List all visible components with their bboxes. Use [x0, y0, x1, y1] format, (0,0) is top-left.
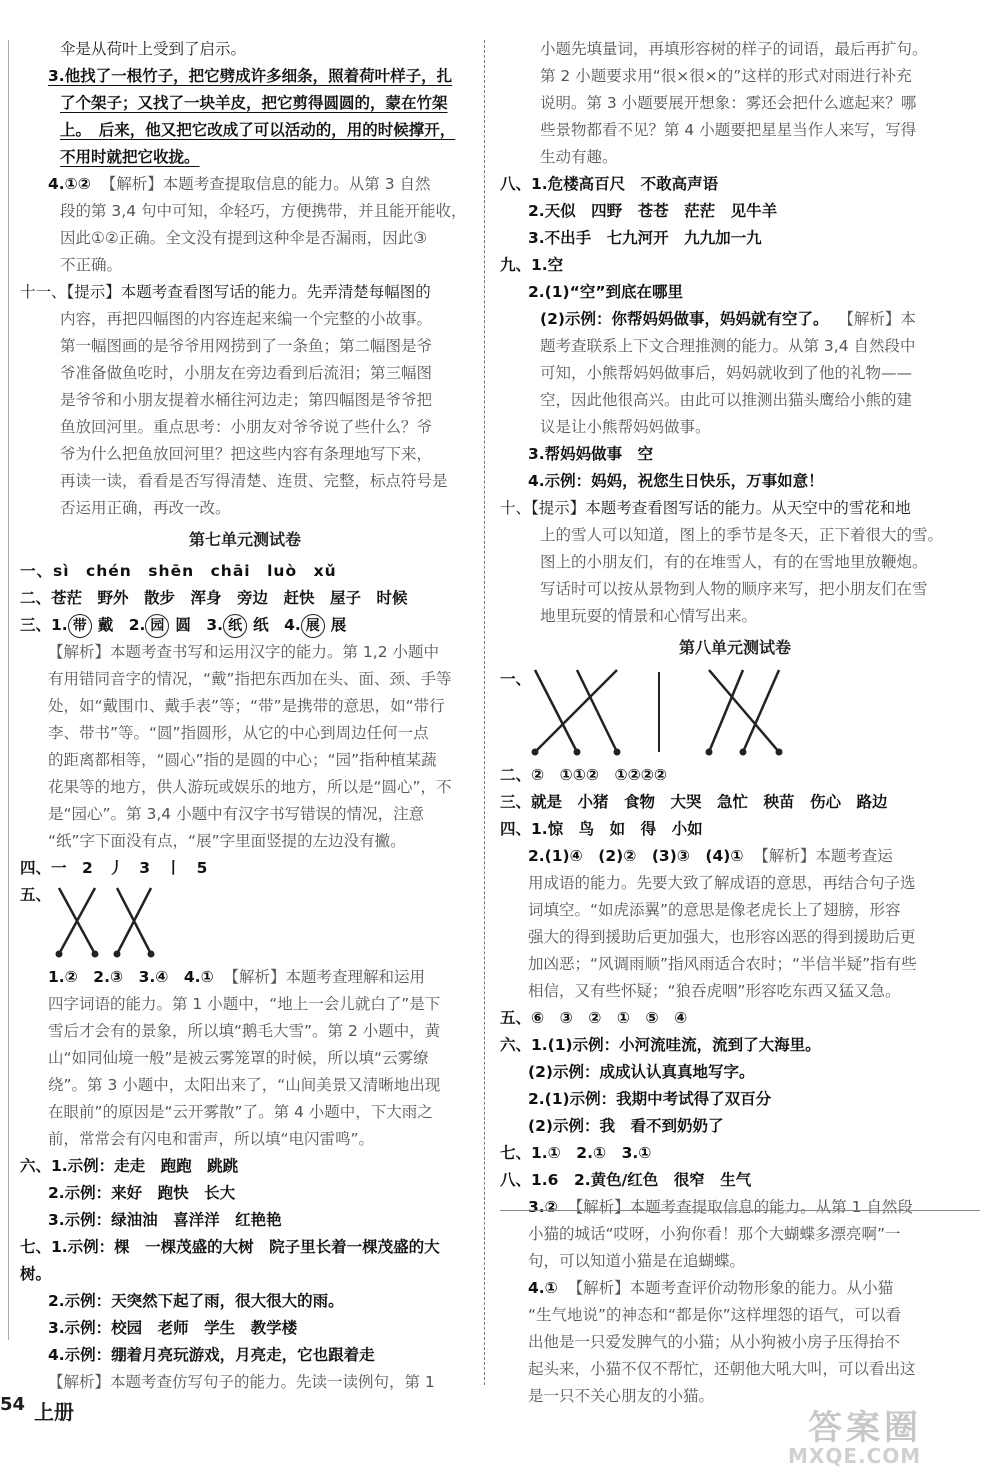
page-number: 54 — [0, 1394, 26, 1415]
circled-char: 园 — [145, 614, 169, 638]
answer-line: 二、苍茫 野外 散步 浑身 旁边 赶快 屋子 时候 — [20, 589, 408, 607]
answer-line: 3.示例：校园 老师 学生 教学楼 — [48, 1319, 298, 1337]
explanation-text: 【解析】本题考查提取信息的能力。从第 1 自然段 — [567, 1198, 913, 1216]
answer-line: 2.示例：来好 跑快 长大 — [48, 1184, 236, 1202]
answer-key: 4.①② — [48, 175, 91, 193]
matching-lines-figure — [51, 882, 161, 960]
explanation-text: 【解析】本题考查运 — [753, 847, 893, 865]
explanation-line: 在眼前”的原因是“云开雾散”了。第 4 小题中，下大雨之 — [48, 1103, 433, 1121]
answer-key: 1.② 2.③ 3.④ 4.① — [48, 968, 214, 986]
hint-line: 十、【提示】本题考查看图写话的能力。从天空中的雪花和地 — [500, 499, 911, 517]
explanation-line: 词填空。“如虎添翼”的意思是像老虎长上了翅膀，形容 — [528, 901, 901, 919]
answer-line: 六、1.(1)示例：小河流哇流，流到了大海里。 — [500, 1036, 821, 1054]
explanation-line: 的距离都相等，“圆心”指的是圆的中心；“园”指种植某蔬 — [48, 751, 437, 769]
answer-line: 四、1.惊 鸟 如 得 小如 — [500, 820, 703, 838]
answer-line: 八、1.危楼高百尺 不敢高声语 — [500, 175, 719, 193]
explanation-text: 【解析】本题考查评价动物形象的能力。从小猫 — [567, 1279, 894, 1297]
explanation-line: 题考查联系上下文合理推测的能力。从第 3,4 自然段中 — [540, 337, 916, 355]
answer-line: (2)示例：我 看不到奶奶了 — [528, 1117, 724, 1135]
answer-line: 2.天似 四野 苍苍 茫茫 见牛羊 — [528, 202, 778, 220]
answer-key: 圆 3. — [175, 616, 224, 634]
explanation-line: 第一幅图画的是爷爷用网捞到了一条鱼；第二幅图是爷 — [60, 337, 433, 355]
explanation-line: 是一只不关心朋友的小猫。 — [528, 1387, 715, 1405]
hint-line: 十一、【提示】本题考查看图写话的能力。先弄清楚每幅图的 — [20, 283, 431, 301]
matching-answer — [500, 666, 970, 762]
answer-line: 上。 后来，他又把它改成了可以活动的，用的时候撑开， — [60, 121, 456, 139]
explanation-line: 图上的小朋友们，有的在堆雪人，有的在雪地里放鞭炮。 — [540, 553, 928, 571]
circled-char: 纸 — [223, 614, 247, 638]
answer-line — [500, 843, 970, 870]
question-number: 一、 — [500, 670, 532, 688]
explanation-line: 花果等的地方，供人游玩或娱乐的地方，所以是“圆心”，不 — [48, 778, 452, 796]
circled-char: 展 — [301, 614, 325, 638]
answer-key: 3.② — [528, 1198, 558, 1216]
watermark-title: 答案圈 — [808, 1408, 922, 1448]
question-number: 五、 — [20, 886, 52, 904]
explanation-text: 【解析】本题考查提取信息的能力。从第 3 自然 — [100, 175, 431, 193]
watermark-url: MXQE.COM — [788, 1444, 922, 1468]
explanation-line: 起头来，小猫不仅不帮忙，还朝他大吼大叫，可以看出这 — [528, 1360, 916, 1378]
explanation-line: 小题先填量词，再填形容树的样子的词语，最后再扩句。 — [540, 40, 928, 58]
explanation-line: 雪后才会有的景象，所以填“鹅毛大雪”。第 2 小题中，黄 — [48, 1022, 441, 1040]
explanation-line: 内容，再把四幅图的内容连起来编一个完整的小故事。 — [60, 310, 433, 328]
explanation-line: 因此①②正确。全文没有提到这种伞是否漏雨，因此③ — [60, 229, 428, 247]
answer-key: 展 — [330, 616, 347, 634]
explanation-line: 地里玩耍的情景和心情写出来。 — [540, 607, 758, 625]
explanation-line: 空，因此他很高兴。由此可以推测出猫头鹰给小熊的建 — [540, 391, 913, 409]
answer-key: 纸 4. — [253, 616, 301, 634]
matching-answer — [20, 882, 470, 964]
unit-8-title: 第八单元测试卷 — [678, 638, 791, 657]
left-margin-rule — [8, 40, 9, 1340]
answer-line: 四、一 2 丿 3 丨 5 — [20, 859, 208, 877]
explanation-line: 爷准备做鱼吃时，小朋友在旁边看到后流泪；第三幅图 — [60, 364, 433, 382]
answer-line — [20, 612, 470, 639]
answer-line — [500, 306, 970, 333]
matching-lines-figure — [531, 666, 801, 758]
horizontal-rule — [500, 1210, 980, 1211]
explanation-line: 是爷爷和小朋友提着水桶往河边走；第四幅图是爷爷把 — [60, 391, 433, 409]
explanation-line: 段的第 3,4 句中可知，伞轻巧，方便携带，并且能开能收， — [60, 202, 467, 220]
explanation-line: 第 2 小题要求用“很×很×的”这样的形式对雨进行补充 — [540, 67, 912, 85]
answer-key: (2)示例：你帮妈妈做事，妈妈就有空了。 — [540, 310, 829, 328]
text-line: 伞是从荷叶上受到了启示。 — [60, 40, 247, 58]
explanation-line: 爷为什么把鱼放回河里？把这些内容有条理地写下来， — [60, 445, 433, 463]
answer-key: 三、1. — [20, 616, 68, 634]
explanation-line: 鱼放回河里。重点思考：小朋友对爷爷说了些什么？爷 — [60, 418, 433, 436]
answer-line: 一、sì chén shēn chāi luò xǔ — [20, 562, 337, 580]
explanation-line: 生动有趣。 — [540, 148, 618, 166]
watermark-logo — [788, 1400, 988, 1470]
answer-key: 2.(1)④ (2)② (3)③ (4)① — [528, 847, 744, 865]
explanation-line: 小猫的城话“哎呀，小狗你看！那个大蝴蝶多漂亮啊”一 — [528, 1225, 901, 1243]
explanation-line: 上的雪人可以知道，图上的季节是冬天，正下着很大的雪。 — [540, 526, 944, 544]
explanation-line: 李、带书”等。“圆”指圆形，从它的中心到周边任何一点 — [48, 724, 429, 742]
explanation-line: 是“园心”。第 3,4 小题中有汉字书写错误的情况，注意 — [48, 805, 425, 823]
answer-line: 4.示例：妈妈，祝您生日快乐，万事如意！ — [528, 472, 824, 490]
answer-line: (2)示例：成成认认真真地写字。 — [528, 1063, 755, 1081]
unit-7-title: 第七单元测试卷 — [188, 530, 301, 549]
explanation-line: 前，常常会有闪电和雷声，所以填“电闪雷鸣”。 — [48, 1130, 375, 1148]
answer-line: 八、1.6 2.黄色/红色 很窄 生气 — [500, 1171, 752, 1189]
answer-line: 了个架子；又找了一块羊皮，把它剪得圆圆的，蒙在竹架 — [60, 94, 448, 112]
explanation-line: 处，如“戴围巾、戴手表”等；“带”是携带的意思，如“带行 — [48, 697, 445, 715]
explanation-text: 【解析】本 — [838, 310, 916, 328]
explanation-line: 出他是一只爱发脾气的小猫；从小狗被小房子压得抬不 — [528, 1333, 901, 1351]
explanation-line: 不正确。 — [60, 256, 123, 274]
answer-line: 二、② ①①② ①②②② — [500, 766, 667, 784]
column-divider — [484, 40, 485, 1385]
answer-line: 三、就是 小猪 食物 大哭 急忙 秧苗 伤心 路边 — [500, 793, 888, 811]
right-column — [500, 36, 970, 1410]
explanation-line: “生气地说”的神态和“都是你”这样埋怨的语气，可以看 — [528, 1306, 902, 1324]
explanation-line: 否运用正确，再改一改。 — [60, 499, 231, 517]
answer-line: 3.帮妈妈做事 空 — [528, 445, 654, 463]
explanation-line: 些景物都看不见？第 4 小题要把星星当作人来写，写得 — [540, 121, 917, 139]
answer-line — [20, 964, 470, 991]
explanation-line: 议是让小熊帮妈妈做事。 — [540, 418, 711, 436]
answer-line: 4.示例：绷着月亮玩游戏，月亮走，它也跟着走 — [48, 1346, 375, 1364]
answer-line: 2.(1)示例：我期中考试得了双百分 — [528, 1090, 772, 1108]
explanation-line: 强大的得到援助后更加强大，也形容凶恶的得到援助后更 — [528, 928, 916, 946]
answer-key: 戴 2. — [97, 616, 146, 634]
answer-line: 3.不出手 七九河开 九九加一九 — [528, 229, 762, 247]
explanation-line: 写话时可以按从景物到人物的顺序来写，把小朋友们在雪 — [540, 580, 928, 598]
answer-line: 2.示例：天突然下起了雨，很大很大的雨。 — [48, 1292, 344, 1310]
explanation-line: 加凶恶；“风调雨顺”指风雨适合农时；“半信半疑”指有些 — [528, 955, 917, 973]
answer-line: 五、⑥ ③ ② ① ⑤ ④ — [500, 1009, 688, 1027]
answer-line: 九、1.空 — [500, 256, 564, 274]
explanation-line: 有用错同音字的情况，“戴”指把东西加在头、面、颈、手等 — [48, 670, 452, 688]
answer-line — [20, 171, 470, 198]
left-column — [20, 36, 470, 1396]
answer-line — [500, 1275, 970, 1302]
explanation-line: 句，可以知道小猫是在追蝴蝶。 — [528, 1252, 746, 1270]
explanation-line: 相信，又有些怀疑；“狼吞虎咽”形容吃东西又猛又急。 — [528, 982, 901, 1000]
answer-line: 不用时就把它收拢。 — [60, 148, 200, 166]
answer-line: 六、1.示例：走走 跑跑 跳跳 — [20, 1157, 239, 1175]
answer-line: 3.示例：绿油油 喜洋洋 红艳艳 — [48, 1211, 282, 1229]
explanation-line: 可知，小熊帮妈妈做事后，妈妈就收到了他的礼物—— — [540, 364, 913, 382]
explanation-line: 用成语的能力。先要大致了解成语的意思，再结合句子选 — [528, 874, 916, 892]
explanation-line: 【解析】本题考查书写和运用汉字的能力。第 1,2 小题中 — [48, 643, 440, 661]
volume-label: 上册 — [34, 1400, 74, 1424]
answer-key: 4.① — [528, 1279, 558, 1297]
explanation-line: “纸”字下面没有点，“展”字里面竖提的左边没有撇。 — [48, 832, 406, 850]
explanation-line: 四字词语的能力。第 1 小题中，“地上一会儿就白了”是下 — [48, 995, 441, 1013]
answer-line: 3.他找了一根竹子，把它劈成许多细条，照着荷叶样子，扎 — [48, 67, 453, 85]
answer-line: 2.(1)“空”到底在哪里 — [528, 283, 684, 301]
explanation-text: 【解析】本题考查理解和运用 — [223, 968, 426, 986]
explanation-line: 再读一读，看看是否写得清楚、连贯、完整，标点符号是 — [60, 472, 448, 490]
explanation-line: 绕”。第 3 小题中，太阳出来了，“山间美景又清晰地出现 — [48, 1076, 441, 1094]
answer-line — [500, 1194, 970, 1221]
answer-line: 七、1.示例：棵 一棵茂盛的大树 院子里长着一棵茂盛的大树。 — [20, 1238, 440, 1283]
explanation-line: 说明。第 3 小题要展开想象：雾还会把什么遮起来？哪 — [540, 94, 917, 112]
explanation-line: 山“如同仙境一般”是被云雾笼罩的时候，所以填“云雾缭 — [48, 1049, 429, 1067]
circled-char: 带 — [68, 614, 92, 638]
answer-line: 七、1.① 2.① 3.① — [500, 1144, 652, 1162]
explanation-line: 【解析】本题考查仿写句子的能力。先读一读例句，第 1 — [48, 1373, 435, 1391]
